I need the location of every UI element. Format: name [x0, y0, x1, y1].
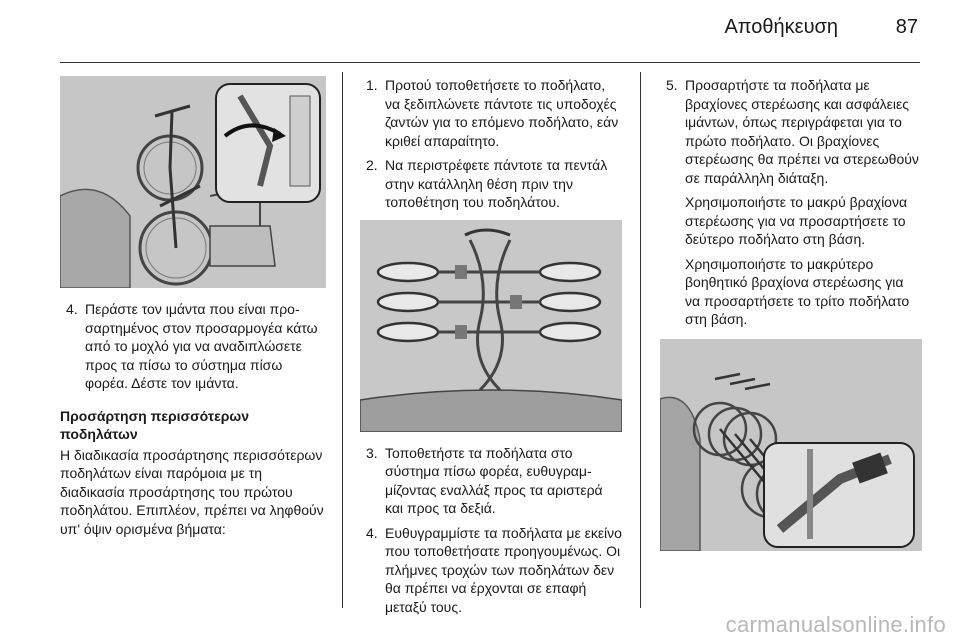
- step-4-attach-strap: [60, 300, 326, 393]
- step-text: Να περιστρέφετε πάντοτε τα πεντάλ στην κατάλληλη θέση πριν την τοποθέτηση του ποδηλάτου.: [385, 157, 608, 210]
- step-text: Ευθυγραμμίστε τα ποδήλατα με εκείνο που τοποθετήσατε προηγουμένως. Οι πλήμνες τροχών των ποδηλάτων δεν θα πρέπει να έρχονται σε επαφή μεταξύ τους.: [385, 524, 622, 615]
- step-text: Προτού τοποθετήσετε το ποδήλατο, να ξεδιπλώνετε πάντοτε τις υποδοχές ζαντών για το επόμενο ποδήλατο, εάν κριθεί απαραίτητο.: [385, 77, 619, 149]
- step-text: Προσαρτήστε τα ποδήλατα με βραχίονες στερέωσης και ασφάλειες ιμάντων, όπως περιγράφεται για το πρώτο ποδήλατο. Οι βραχίονες στερέωσης θα πρέπει να στερεωθούν σε παράλληλη διάταξη.: [685, 77, 919, 186]
- watermark: carmanualsonline.info: [725, 612, 946, 637]
- step-list-top: [360, 76, 622, 212]
- column-1: [60, 76, 326, 544]
- step-list-bottom: [360, 444, 622, 617]
- figure-bikes-top-view: [360, 220, 622, 432]
- step-number: 4.: [366, 524, 378, 541]
- step-number: 2.: [366, 157, 378, 173]
- page-title: Αποθήκευση: [724, 16, 838, 38]
- section-heading: Προσάρτηση περισσότερων ποδηλάτων: [60, 407, 249, 442]
- column-divider-left: [342, 72, 343, 608]
- header-rule: [60, 62, 920, 63]
- step-2-rotate-pedals: [360, 156, 622, 212]
- step-text: Περάστε τον ιμάντα που είναι προσαρτημένος στον προσαρμογέα κάτω από το μοχλό για να αναδιπλώσετε προς τα πίσω το σύστημα πίσω φορέα. Δέστε τον ιμάντα.: [85, 301, 318, 391]
- step-3-alternate-alignment: [360, 444, 622, 518]
- step-number: 4.: [66, 301, 78, 317]
- instruction-third-bike: Χρησιμοποιήστε το μακρύτερο βοηθητικό βραχίονα στερέωσης για να προσαρτήσετε το τρίτο ποδήλατο στη βάση.: [685, 255, 910, 327]
- figure-three-bikes-mounted: [660, 339, 922, 551]
- step-1-unfold-wheel-holders: [360, 76, 622, 150]
- step-text: Τοποθετήστε τα ποδήλατα στο σύστημα πίσω φορέα, ευθυγραμμίζοντας εναλλάξ προς τα αριστερά και προς τα δεξιά.: [385, 444, 603, 516]
- page-number: 87: [895, 16, 918, 38]
- column-3: [660, 76, 922, 551]
- section-body: Η διαδικασία προσάρτησης περισσότερων ποδηλάτων είναι παρόμοια με τη διαδικασία προσάρτησης του πρώτου ποδηλάτου. Επιπλέον, πρέπει να ληφθούν υπ' όψιν ορισμένα βήματα:: [60, 446, 324, 537]
- step-number: 3.: [366, 444, 378, 461]
- step-number: 1.: [366, 77, 378, 93]
- step-number: 5.: [666, 77, 678, 93]
- figure-bike-carrier-strap: [60, 76, 326, 288]
- step-4-align-bikes: [360, 524, 622, 617]
- column-divider-right: [640, 72, 641, 608]
- column-2: [360, 76, 622, 622]
- step-5-attach-arms: [660, 76, 922, 187]
- instruction-second-bike: Χρησιμοποιήστε το μακρύ βραχίονα στερέωσης για να προσαρτήσετε το δεύτερο ποδήλατο στη βάση.: [685, 194, 908, 247]
